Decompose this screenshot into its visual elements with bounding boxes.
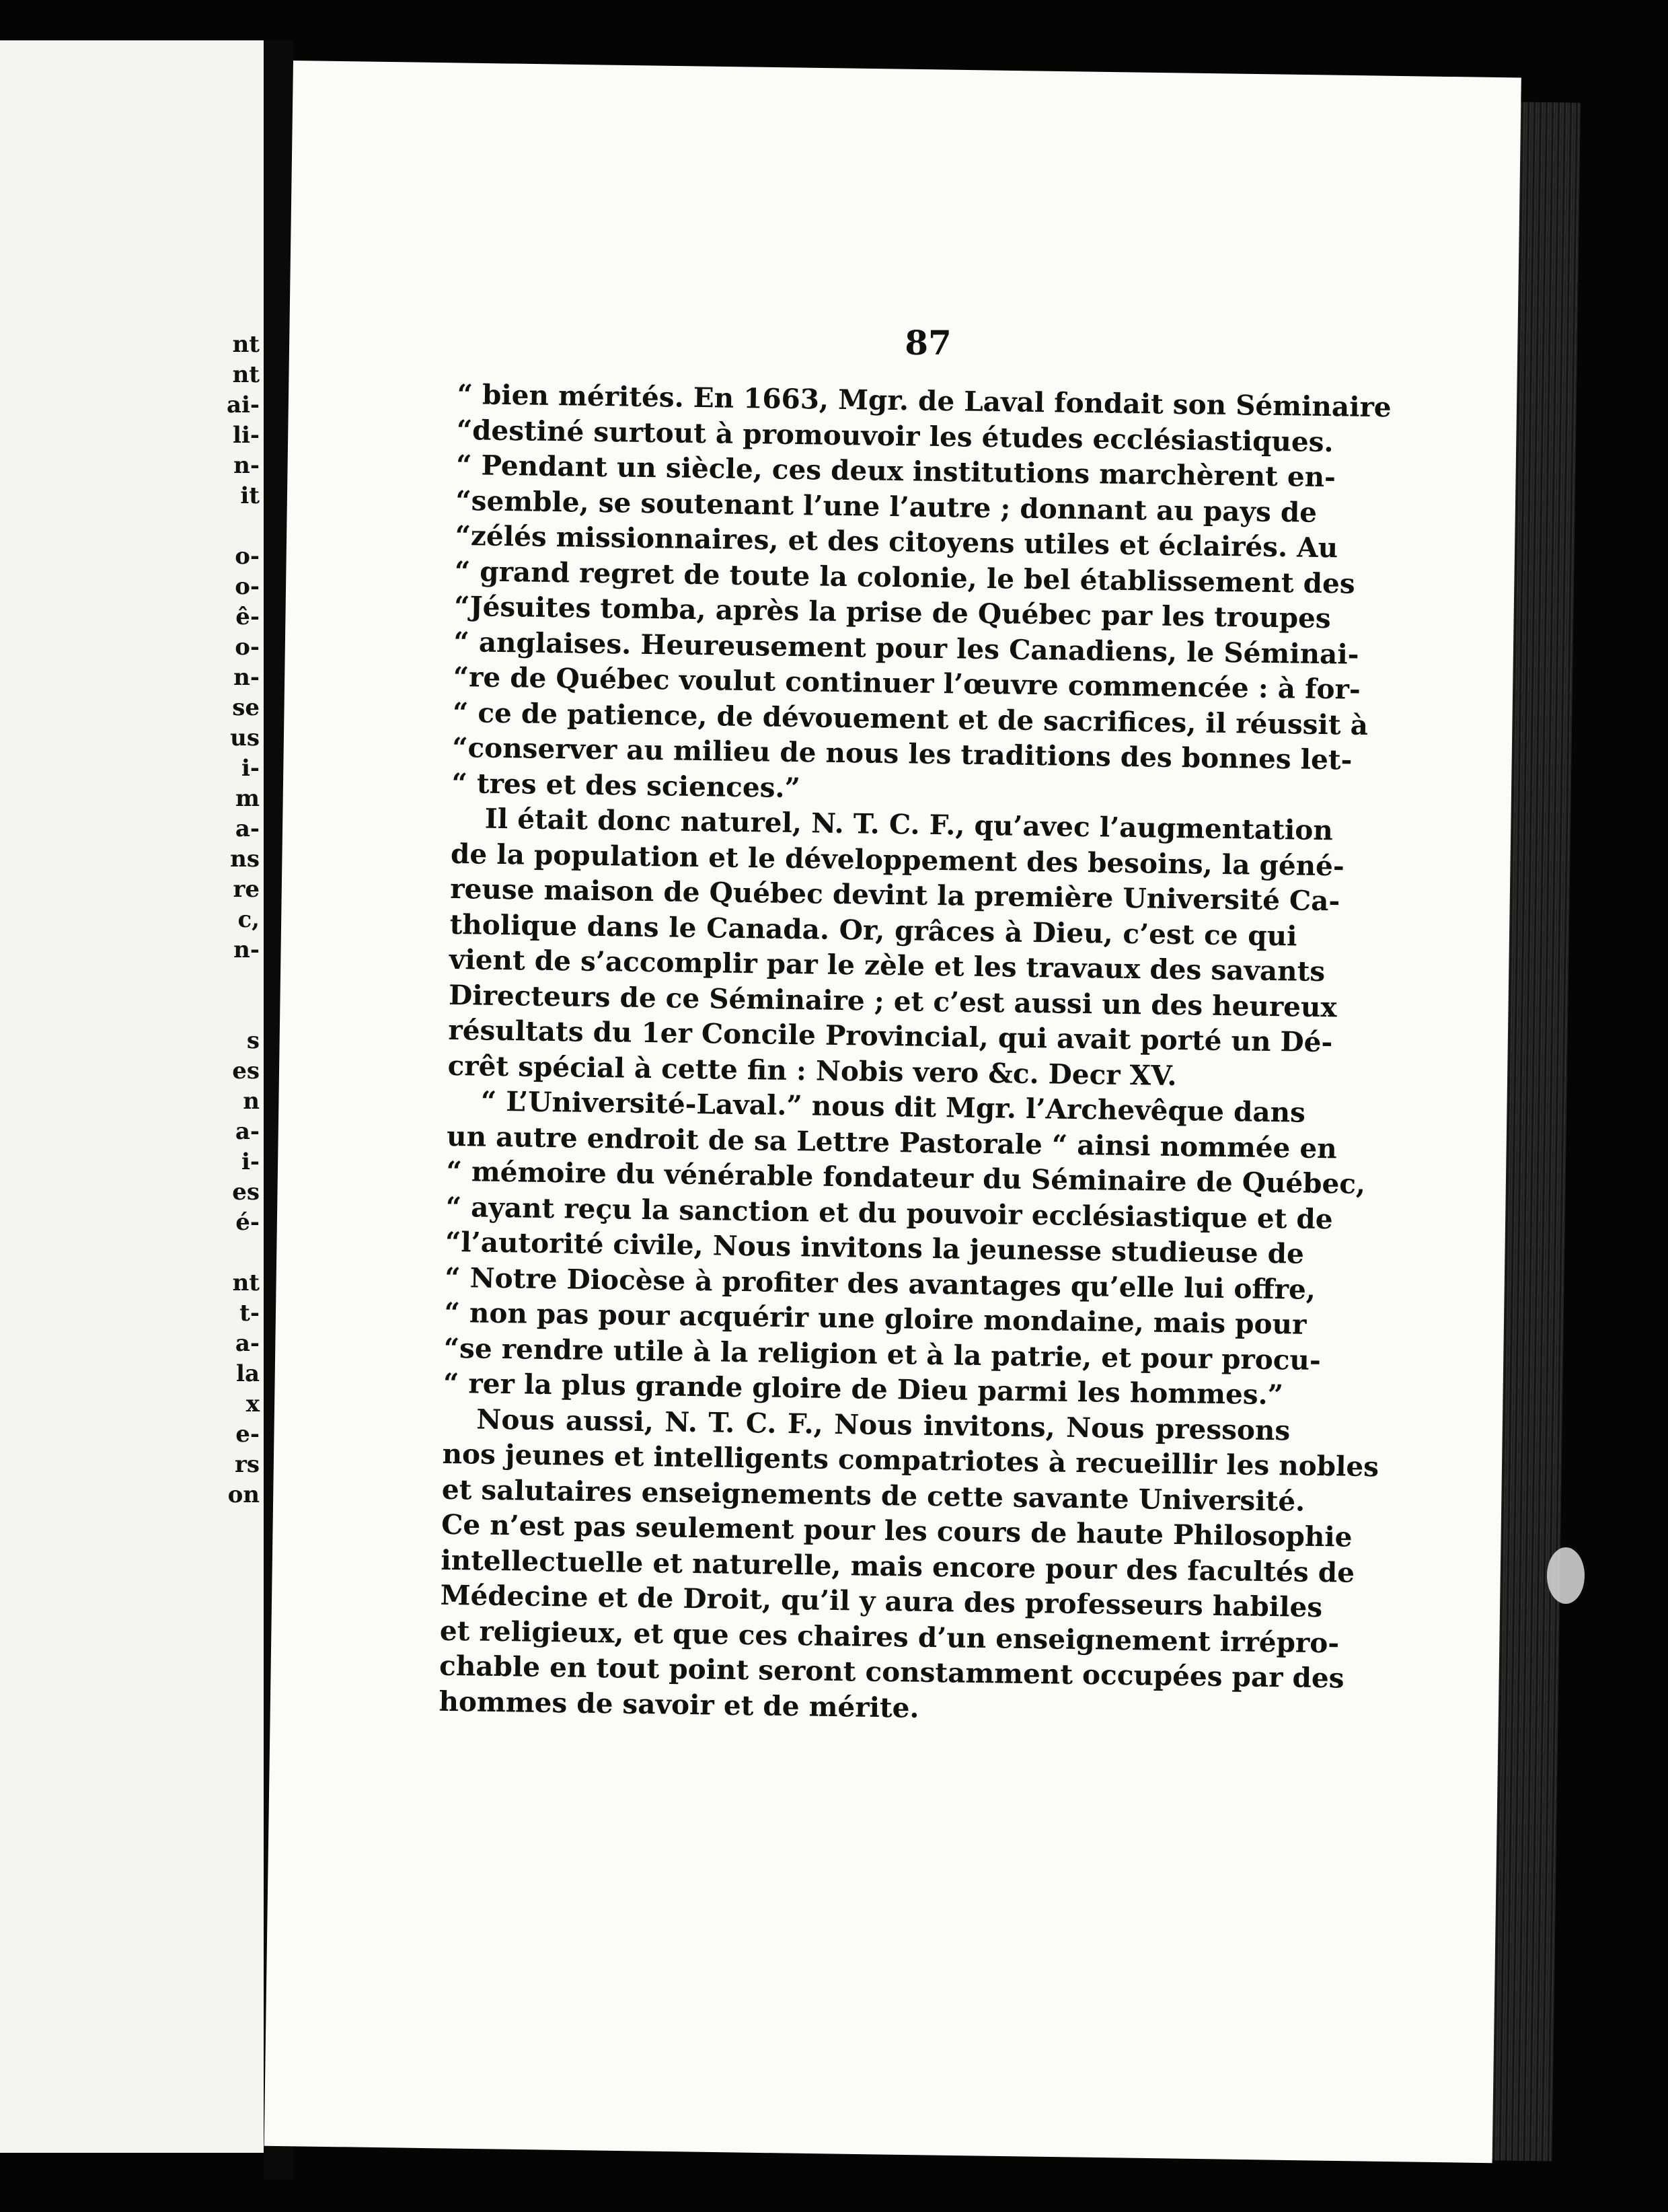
text-line: “zélés missionnaires, et des citoyens utiles et éclairés. Au [455,519,1338,564]
left-page-fragment: t- [239,1300,260,1327]
text-line: crêt spécial à cette fin : Nobis vero &c. Decr XV. [447,1049,1177,1092]
left-page-fragment: nt [232,361,260,388]
left-page-fragment: re [233,876,260,903]
left-page-fragment: ns [230,846,260,873]
left-page-fragment: it [240,482,260,509]
left-facing-page [0,40,264,2153]
text-line: un autre endroit de sa Lettre Pastorale “ ainsi nommée en [446,1119,1338,1165]
text-line: reuse maison de Québec devint la première Université Ca- [450,872,1340,918]
left-page-fragment: li- [233,422,260,449]
text-line: Nous aussi, N. T. C. F., Nous invitons, Nous pressons [476,1403,1291,1446]
text-line: “destiné surtout à promouvoir les études ecclésiastiques. [456,413,1334,458]
text-line: et religieux, et que ces chaires d’un enseignement irrépro- [439,1614,1340,1659]
left-page-fragment [179,511,260,542]
left-page-fragment: é- [235,1209,260,1236]
left-page-fragment: n [243,1088,260,1115]
text-line: “ anglaises. Heureusement pour les Canadiens, le Séminai- [453,625,1359,671]
text-line: “l’autorité civile, Nous invitons la jeunesse studieuse de [445,1225,1305,1270]
text-line: de la population et le développement des besoins, la géné- [450,837,1345,882]
left-page-fragment: o- [235,573,260,600]
text-line: “Jésuites tomba, après la prise de Québec par les troupes [453,589,1331,635]
text-line: “ rer la plus grande gloire de Dieu parmi les hommes.” [443,1366,1284,1411]
page-number: 87 [905,323,952,363]
text-line: “conserver au milieu de nous les traditions des bonnes let- [451,731,1353,776]
text-line: “ Notre Diocèse à profiter des avantages qu’elle lui offre, [444,1261,1316,1306]
text-line: “semble, se soutenant l’une l’autre ; donnant au pays de [455,484,1318,529]
left-page-fragment: e- [235,1421,260,1448]
left-page-fragment [179,996,260,1026]
left-page-fragment: n- [233,936,260,963]
left-page-fragment: a- [235,815,260,842]
text-line: résultats du 1er Concile Provincial, qui avait porté un Dé- [448,1013,1333,1059]
left-page-fragment: la [236,1360,260,1387]
left-page-fragment: s [246,1027,260,1054]
left-page-fragment: c, [237,906,260,933]
text-line: “ ayant reçu la sanction et du pouvoir ecclésiastique et de [445,1190,1333,1235]
text-line: Ce n’est pas seulement pour les cours de haute Philosophie [441,1508,1353,1553]
left-page-fragment: on [227,1481,260,1508]
left-page-fragment: se [232,694,260,721]
text-line: Médecine et de Droit, qu’il y aura des professeurs habiles [440,1578,1323,1624]
text-line: “ L’Université-Laval.” nous dit Mgr. l’Archevêque dans [480,1084,1306,1129]
text-line: tholique dans le Canada. Or, grâces à Dieu, c’est ce qui [449,908,1297,953]
text-line: “ Pendant un siècle, ces deux institutions marchèrent en- [455,448,1336,494]
left-page-fragment: a- [235,1330,260,1357]
left-page-fragment: nt [232,331,260,358]
left-page-text-fragments [179,330,260,1510]
text-line: hommes de savoir et de mérite. [439,1685,919,1724]
text-line: et salutaires enseignements de cette savante Université. [441,1473,1305,1518]
scan-blemish [1547,1547,1585,1604]
left-page-fragment: ê- [235,603,260,630]
left-page-fragment: nt [232,1269,260,1296]
text-line: chable en tout point seront constamment occupées par des [439,1649,1344,1695]
text-line: “ non pas pour acquérir une gloire mondaine, mais pour [444,1296,1307,1341]
left-page-fragment: n- [233,664,260,691]
left-page-fragment: x [245,1391,260,1417]
left-page-fragment [179,965,260,996]
text-line: Directeurs de ce Séminaire ; et c’est aussi un des heureux [448,978,1337,1023]
left-page-fragment: n- [233,452,260,479]
left-page-fragment: m [235,785,260,812]
text-line: “ tres et des sciences.” [451,766,801,804]
left-page-fragment: a- [235,1118,260,1145]
left-page-fragment: es [232,1058,260,1084]
body-text [439,377,1392,1730]
text-line: “ mémoire du vénérable fondateur du Séminaire de Québec, [446,1154,1366,1200]
left-page-fragment: o- [235,543,260,570]
left-page-fragment: rs [234,1451,260,1478]
text-line: Il était donc naturel, N. T. C. F., qu’avec l’augmentation [484,802,1334,847]
left-page-fragment: i- [241,755,260,782]
left-page-fragment: us [230,725,260,751]
text-line: vient de s’accomplir par le zèle et les travaux des savants [449,943,1326,988]
text-line: “se rendre utile à la religion et à la patrie, et pour procu- [443,1331,1322,1376]
left-page-fragment: ai- [226,392,260,418]
text-line: “ bien mérités. En 1663, Mgr. de Laval fondait son Séminaire [457,377,1392,424]
text-line: intellectuelle et naturelle, mais encore pour des facultés de [441,1543,1355,1589]
left-page-fragment: o- [235,634,260,661]
text-line: “re de Québec voulut continuer l’œuvre commencée : à for- [453,660,1361,706]
left-page-fragment [179,1238,260,1268]
left-page-fragment: i- [241,1148,260,1175]
text-line: nos jeunes et intelligents compatriotes à recueillir les nobles [442,1437,1379,1483]
text-line: “ ce de patience, de dévouement et de sacrifices, il réussit à [452,696,1369,741]
text-line: “ grand regret de toute la colonie, le bel établissement des [454,554,1355,600]
left-page-fragment: es [232,1179,260,1206]
